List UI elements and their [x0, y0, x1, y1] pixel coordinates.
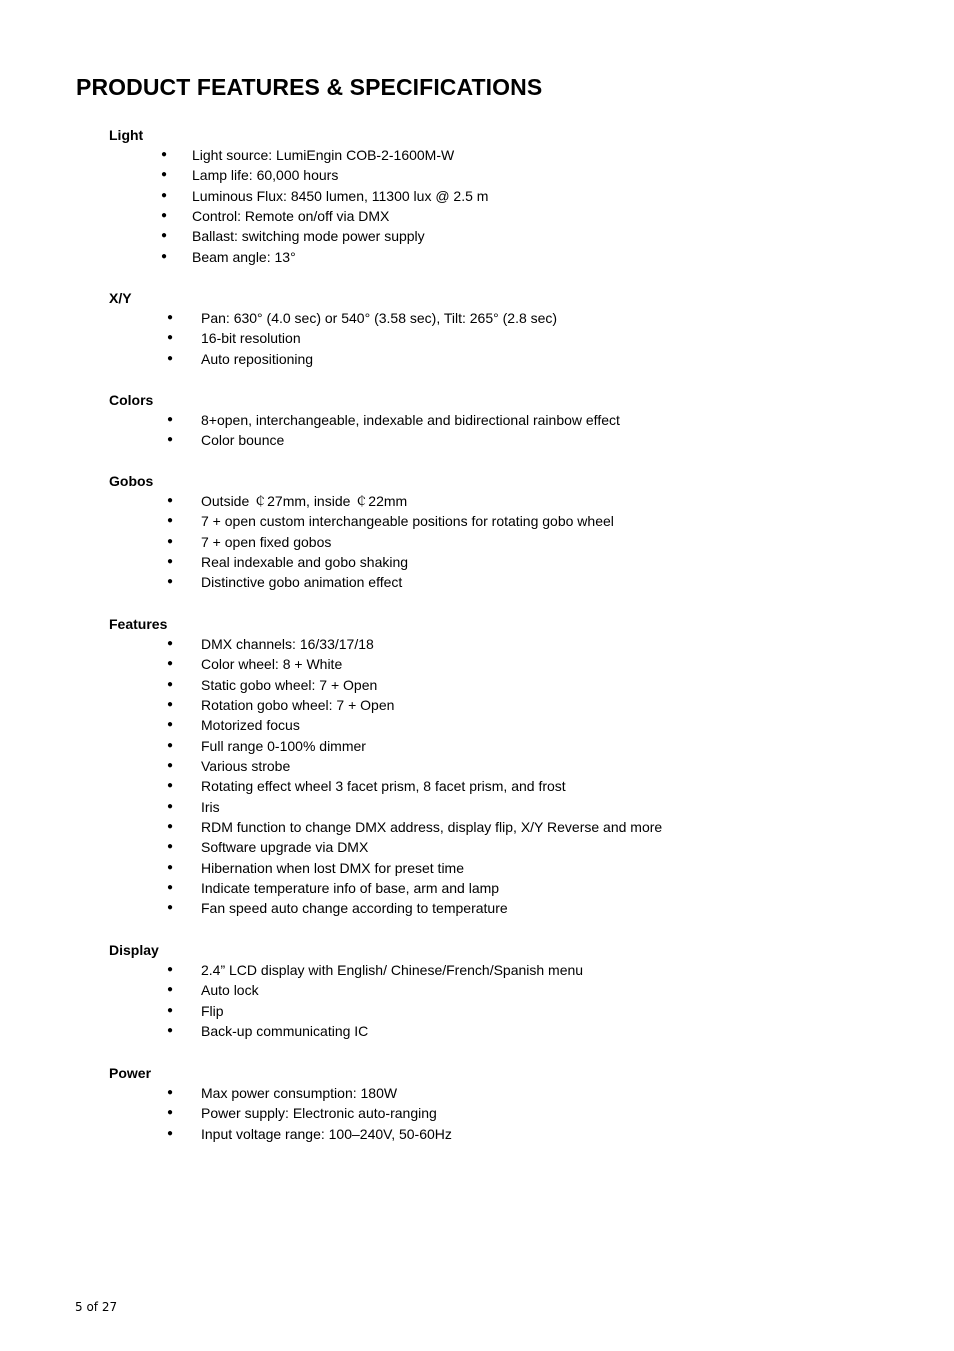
- list-item: [109, 980, 259, 1000]
- list-item-text: 7 + open fixed gobos: [201, 533, 332, 550]
- bullet-icon: ●: [167, 1107, 174, 1119]
- bullet-icon: ●: [167, 658, 174, 670]
- list-item: [109, 1103, 437, 1123]
- list-item: [109, 756, 291, 776]
- list-item: [109, 410, 620, 430]
- bullet-icon: ●: [167, 984, 174, 996]
- list-item: [109, 695, 395, 715]
- list-item: [109, 349, 314, 369]
- list-item-text: Lamp life: 60,000 hours: [192, 167, 339, 184]
- bullet-icon: ●: [167, 576, 174, 588]
- section-power: [109, 1063, 452, 1144]
- list-item-text: Various strobe: [201, 758, 291, 775]
- bullet-icon: ●: [167, 964, 174, 975]
- list-item-text: Outside ￠27mm, inside ￠22mm: [201, 493, 408, 509]
- bullet-icon: ●: [167, 556, 174, 568]
- bullet-icon: ●: [167, 535, 174, 547]
- bullet-icon: ●: [167, 800, 174, 812]
- list-item-text: Indicate temperature info of base, arm and lamp: [201, 880, 500, 897]
- bullet-icon: ●: [167, 495, 174, 506]
- list-item-text: 16-bit resolution: [201, 330, 301, 347]
- bullet-icon: ●: [167, 821, 174, 833]
- bullet-icon: ●: [167, 332, 174, 344]
- section-features: [109, 614, 663, 919]
- bullet-icon: ●: [161, 169, 168, 181]
- list-item: [109, 1021, 369, 1041]
- list-item-text: Iris: [201, 798, 220, 815]
- section-heading: Power: [109, 1065, 152, 1081]
- bullet-list: [109, 491, 614, 593]
- bullet-list: [109, 308, 558, 369]
- list-item: [109, 552, 409, 572]
- section-display: [109, 940, 584, 1041]
- page-number: 5 of 27: [75, 1300, 118, 1314]
- section-heading: X/Y: [109, 290, 132, 306]
- list-item-text: Auto repositioning: [201, 350, 314, 367]
- bullet-icon: ●: [167, 780, 174, 792]
- bullet-list: [109, 145, 489, 267]
- bullet-list: [109, 1083, 452, 1144]
- list-item-text: 7 + open custom interchangeable positions for rotating gobo wheel: [201, 513, 614, 530]
- list-item: [109, 1124, 452, 1144]
- bullet-icon: ●: [167, 1025, 174, 1037]
- list-item-text: Full range 0-100% dimmer: [201, 737, 366, 754]
- bullet-icon: ●: [167, 719, 174, 731]
- list-item-text: 8+open, interchangeable, indexable and bidirectional rainbow effect: [201, 412, 620, 428]
- list-item: [109, 328, 301, 348]
- list-item: [109, 511, 614, 531]
- section-gobos: [109, 471, 614, 593]
- list-item: [109, 797, 220, 817]
- list-item-text: Input voltage range: 100–240V, 50-60Hz: [201, 1125, 452, 1142]
- list-item: [109, 654, 343, 674]
- section-heading: Colors: [109, 392, 154, 408]
- list-item: [109, 226, 425, 246]
- section-heading: Gobos: [109, 473, 154, 489]
- list-item: [109, 675, 378, 695]
- list-item: [109, 634, 374, 654]
- list-item-text: Color wheel: 8 + White: [201, 656, 343, 673]
- list-item: [109, 776, 566, 796]
- bullet-icon: ●: [161, 250, 168, 262]
- list-item: [109, 247, 296, 267]
- bullet-icon: ●: [167, 882, 174, 894]
- list-item-text: Rotating effect wheel 3 facet prism, 8 facet prism, and frost: [201, 778, 566, 795]
- bullet-icon: ●: [167, 699, 174, 711]
- list-item: [109, 1083, 398, 1103]
- list-item-text: Fan speed auto change according to temperature: [201, 900, 508, 917]
- bullet-icon: ●: [161, 210, 168, 222]
- bullet-icon: ●: [167, 414, 174, 425]
- list-item-text: Software upgrade via DMX: [201, 839, 369, 856]
- section-heading: Display: [109, 942, 159, 958]
- bullet-icon: ●: [167, 841, 174, 853]
- bullet-icon: ●: [167, 739, 174, 751]
- list-item-text: Ballast: switching mode power supply: [192, 228, 425, 245]
- bullet-list: [109, 634, 663, 919]
- section-xy: [109, 288, 558, 369]
- bullet-icon: ●: [167, 352, 174, 364]
- bullet-icon: ●: [161, 149, 168, 160]
- list-item: [109, 572, 403, 592]
- list-item: [109, 165, 339, 185]
- list-item-text: Luminous Flux: 8450 lumen, 11300 lux @ 2.5 m: [192, 187, 489, 204]
- page-title: PRODUCT FEATURES & SPECIFICATIONS: [76, 74, 543, 100]
- bullet-icon: ●: [167, 434, 174, 446]
- list-item-text: RDM function to change DMX address, display flip, X/Y Reverse and more: [201, 819, 663, 836]
- bullet-icon: ●: [167, 678, 174, 690]
- list-item-text: Control: Remote on/off via DMX: [192, 208, 390, 225]
- list-item-text: Distinctive gobo animation effect: [201, 574, 403, 591]
- bullet-icon: ●: [167, 515, 174, 527]
- list-item: [109, 858, 464, 878]
- list-item: [109, 736, 366, 756]
- list-item-text: Light source: LumiEngin COB-2-1600M-W: [192, 147, 455, 163]
- list-item: [109, 145, 455, 165]
- bullet-icon: ●: [167, 760, 174, 772]
- list-item: [109, 308, 558, 328]
- list-item-text: Motorized focus: [201, 717, 300, 734]
- bullet-icon: ●: [167, 1087, 174, 1098]
- list-item-text: Auto lock: [201, 982, 259, 999]
- list-item: [109, 532, 332, 552]
- list-item-text: Static gobo wheel: 7 + Open: [201, 676, 378, 693]
- list-item: [109, 1001, 224, 1021]
- list-item-text: Pan: 630° (4.0 sec) or 540° (3.58 sec), Tilt: 265° (2.8 sec): [201, 310, 558, 326]
- list-item: [109, 491, 408, 511]
- bullet-icon: ●: [161, 189, 168, 201]
- section-heading: Features: [109, 616, 168, 632]
- bullet-icon: ●: [161, 230, 168, 242]
- list-item: [109, 878, 500, 898]
- bullet-icon: ●: [167, 861, 174, 873]
- bullet-icon: ●: [167, 312, 174, 323]
- list-item: [109, 817, 663, 837]
- list-item-text: Beam angle: 13°: [192, 248, 296, 265]
- section-colors: [109, 390, 620, 451]
- bullet-icon: ●: [167, 1127, 174, 1139]
- bullet-icon: ●: [167, 902, 174, 914]
- list-item-text: Real indexable and gobo shaking: [201, 554, 409, 571]
- list-item: [109, 186, 489, 206]
- bullet-icon: ●: [167, 1004, 174, 1016]
- list-item: [109, 430, 285, 450]
- section-light: [109, 125, 489, 267]
- list-item-text: Flip: [201, 1002, 224, 1019]
- section-heading: Light: [109, 127, 144, 143]
- list-item-text: DMX channels: 16/33/17/18: [201, 636, 374, 652]
- list-item: [109, 206, 390, 226]
- list-item: [109, 715, 300, 735]
- list-item-text: 2.4” LCD display with English/ Chinese/French/Spanish menu: [201, 962, 584, 978]
- list-item: [109, 898, 508, 918]
- list-item-text: Hibernation when lost DMX for preset time: [201, 859, 464, 876]
- bullet-icon: ●: [167, 638, 174, 649]
- list-item-text: Rotation gobo wheel: 7 + Open: [201, 697, 395, 714]
- list-item-text: Power supply: Electronic auto-ranging: [201, 1105, 437, 1122]
- list-item-text: Max power consumption: 180W: [201, 1085, 398, 1101]
- bullet-list: [109, 960, 584, 1041]
- list-item-text: Back-up communicating IC: [201, 1023, 369, 1040]
- bullet-list: [109, 410, 620, 451]
- list-item-text: Color bounce: [201, 432, 285, 449]
- list-item: [109, 960, 584, 980]
- list-item: [109, 837, 369, 857]
